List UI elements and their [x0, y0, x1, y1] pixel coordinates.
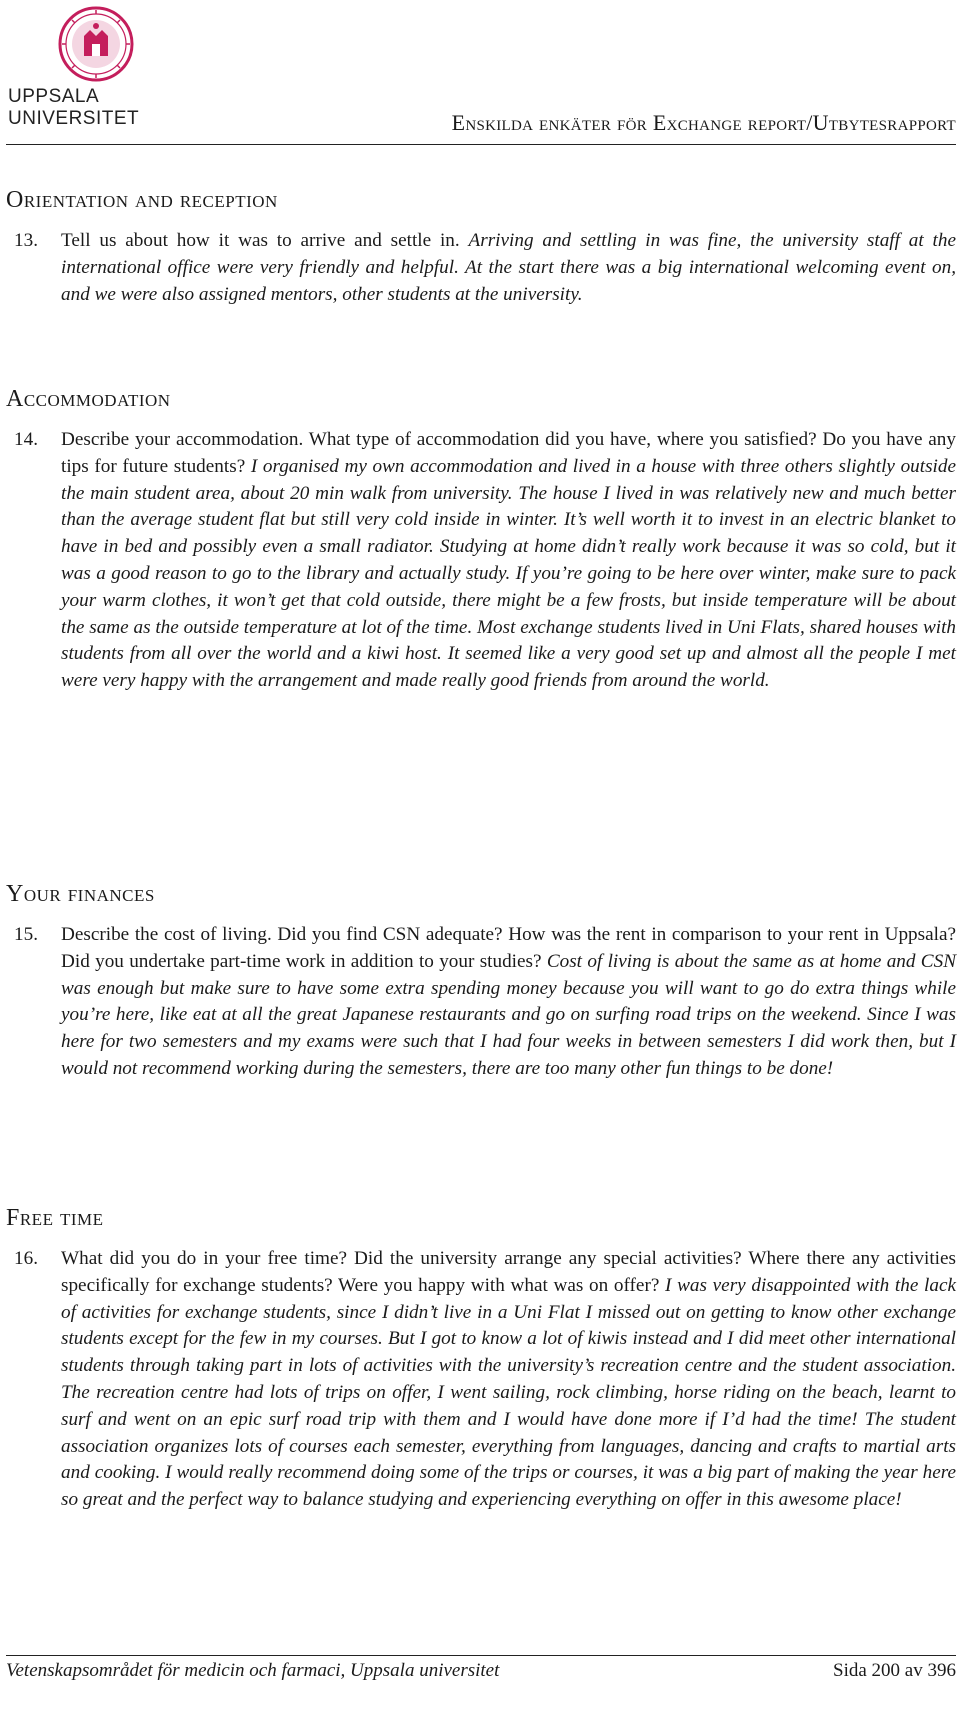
university-name-line1: UPPSALA: [8, 86, 100, 107]
page-number: Sida 200 av 396: [833, 1660, 956, 1681]
section-title: Orientation and reception: [6, 187, 278, 213]
question-number: 13.: [14, 230, 38, 251]
footer-institution: Vetenskapsområdet för medicin och farmaci, Uppsala universitet: [6, 1660, 500, 1681]
footer-divider: [6, 1655, 956, 1656]
university-name-line2: UNIVERSITET: [8, 108, 140, 129]
question-answer: Arriving and settling in was fine, the university staff at the international office were very friendly and helpful. At the start there was a big international welcoming event on, and we were also assigned mentors, other students at the university.: [61, 230, 956, 305]
question-prompt: Tell us about how it was to arrive and settle in.: [61, 230, 469, 251]
question-item: [6, 427, 956, 695]
section-orientation: [6, 186, 956, 308]
question-number: 14.: [14, 429, 38, 450]
section-free-time: [6, 1204, 956, 1514]
question-prompt: What did you do in your free time? Did the university arrange any special activities? Where there any activities specifically for exchange students? Were you happy with what was on offer?: [61, 1248, 956, 1296]
question-item: [6, 922, 956, 1083]
section-title: Your finances: [6, 881, 155, 907]
question-prompt: Describe the cost of living. Did you find CSN adequate? How was the rent in comparison to your rent in Uppsala? Did you undertake part-time work in addition to your studies?: [61, 924, 956, 972]
question-item: [6, 228, 956, 308]
header-divider: [6, 144, 956, 145]
page-header: [6, 6, 956, 145]
section-accommodation: [6, 385, 956, 695]
question-answer: I was very disappointed with the lack of activities for exchange students, since I didn’t live in a Uni Flat I missed out on getting to know other exchange students except for the few in my courses. But I got to know a lot of kiwis instead and I did meet other international students through taking part in lots of activities with the university’s recreation centre and the student association. The recreation centre had lots of trips on offer, I went sailing, rock climbing, horse riding on the beach, learnt to surf and went on an epic surf road trip with them and I would have done more if I’d had the time! The student association organizes lots of courses each semester, everything from languages, dancing and crafts to martial arts and cooking. I would really recommend doing some of the trips or courses, it was a big part of making the year here so great and the perfect way to balance studying and experiencing everything on offer in this awesome place!: [61, 1274, 956, 1511]
section-title: Accommodation: [6, 386, 171, 412]
uppsala-university-seal-icon: [58, 6, 134, 82]
question-number: 15.: [14, 924, 38, 945]
section-finances: [6, 880, 956, 1083]
university-logo: [6, 6, 181, 136]
question-answer: I organised my own accommodation and lived in a house with three others slightly outside the main student area, about 20 min walk from university. The house I lived in was relatively new and much better than the average student flat but still very cold inside in winter. It’s well worth it to invest in an electric blanket to have in bed and possibly even a small radiator. Studying at home didn’t really work because it was so cold, but it was a good reason to go to the library and actually study. If you’re going to be here over winter, make sure to pack your warm clothes, it won’t get that cold outside, there might be a few frosts, but inside temperature will be about the same as the outside temperature at lot of the time. Most exchange students lived in Uni Flats, shared houses with students from all over the world and a kiwi host. It seemed like a very good set up and almost all the people I met were very happy with the arrangement and made really good friends from around the world.: [61, 455, 956, 692]
university-name: [8, 86, 188, 130]
running-header-title: Enskilda enkäter för Exchange report/Utbytesrapport: [451, 110, 956, 135]
question-answer: Cost of living is about the same as at home and CSN was enough but make sure to have some extra spending money because you will want to go do extra things while you’re here, like eat at all the great Japanese restaurants and go on surfing road trips on the weekend. Since I was here for two semesters and my exams were such that I had four weeks in between semesters I did work then, but I would not recommend working during the semesters, there are too many other fun things to be done!: [61, 950, 956, 1079]
question-prompt: Describe your accommodation. What type of accommodation did you have, where you satisfied? Do you have any tips for future students?: [61, 429, 956, 477]
question-item: [6, 1246, 956, 1514]
section-title: Free time: [6, 1205, 104, 1231]
question-number: 16.: [14, 1248, 38, 1269]
